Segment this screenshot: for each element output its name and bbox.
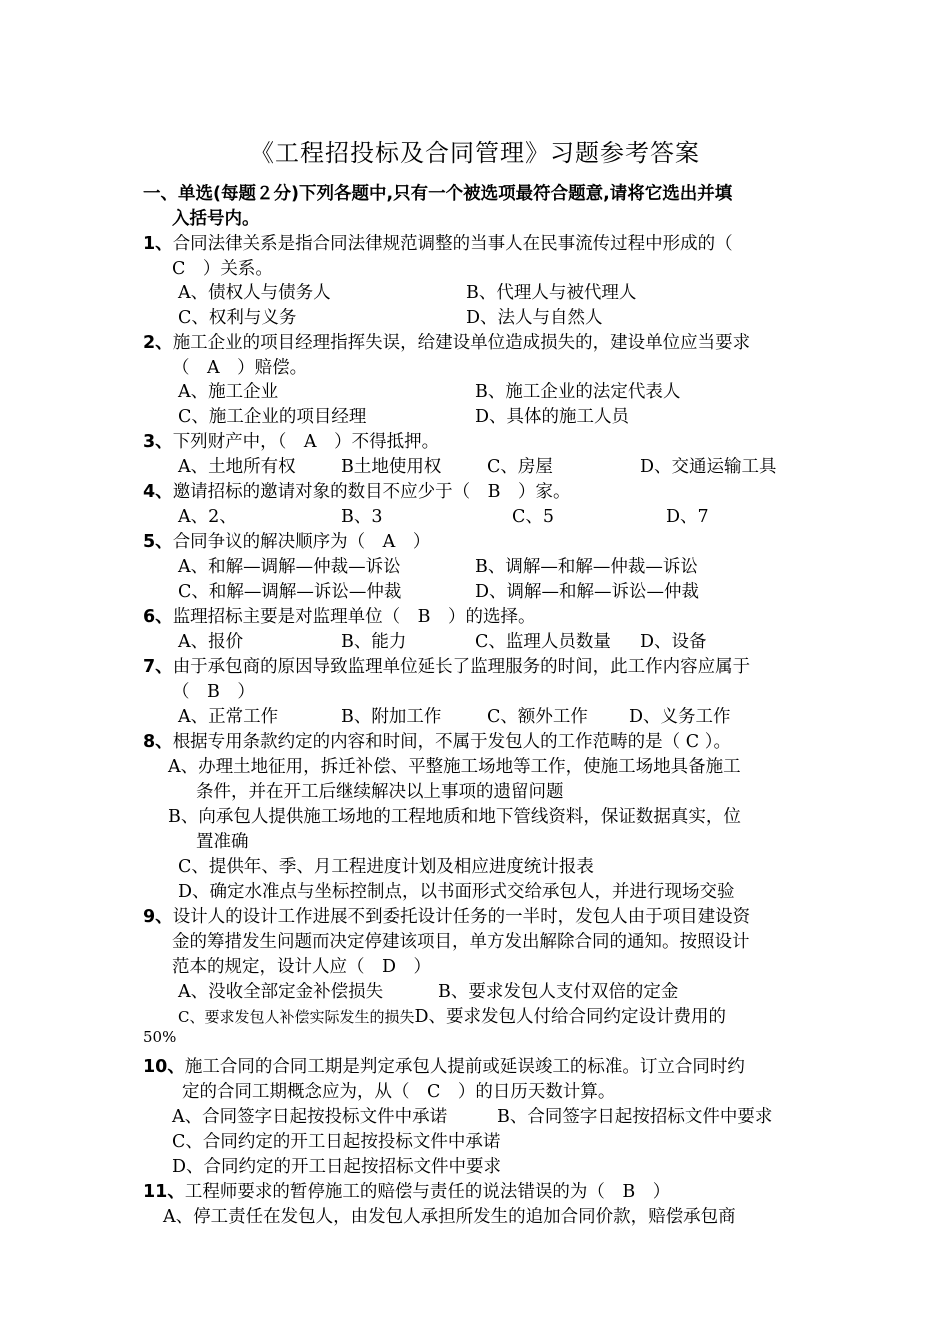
question-number: 8、 xyxy=(143,732,173,752)
section-heading: 一、单选(每题２分)下列各题中,只有一个被选项最符合题意,请将它选出并填 xyxy=(143,184,733,204)
page-title: 《工程招投标及合同管理》习题参考答案 xyxy=(250,139,700,167)
option-b: B、合同签字日起按招标文件中要求 xyxy=(497,1107,773,1127)
option-a: A、和解—调解—仲裁—诉讼 xyxy=(178,557,401,577)
option-a-cont: 条件，并在开工后继续解决以上事项的遗留问题 xyxy=(196,782,564,802)
option-d: D、交通运输工具 xyxy=(640,457,777,477)
question-stem: 合同争议的解决顺序为（ A ） xyxy=(172,532,431,552)
option-c: C、合同约定的开工日起按投标文件中承诺 xyxy=(172,1132,501,1152)
option-b: B、施工企业的法定代表人 xyxy=(475,382,681,402)
option-d-cont: 50% xyxy=(143,1028,177,1046)
question-1 xyxy=(143,230,733,255)
option-c: C、房屋 xyxy=(487,457,553,477)
question-3 xyxy=(143,428,439,453)
question-number: 5、 xyxy=(143,532,173,552)
question-11 xyxy=(143,1178,670,1203)
question-stem: 由于承包商的原因导致监理单位延长了监理服务的时间，此工作内容应属于 xyxy=(172,657,751,677)
question-stem-cont: C ）关系。 xyxy=(172,259,273,279)
question-number: 10、 xyxy=(143,1057,185,1077)
option-d: D、义务工作 xyxy=(629,707,731,727)
option-b: B、代理人与被代理人 xyxy=(466,283,637,303)
option-a: A、办理土地征用，拆迁补偿、平整施工场地等工作，使施工场地具备施工 xyxy=(168,757,741,777)
option-a: A、没收全部定金补偿损失 xyxy=(178,982,384,1002)
question-stem-cont: 金的筹措发生问题而决定停建该项目，单方发出解除合同的通知。按照设计 xyxy=(172,932,750,952)
option-a: A、停工责任在发包人，由发包人承担所发生的追加合同价款，赔偿承包商 xyxy=(163,1207,736,1227)
option-c: C、和解—调解—诉讼—仲裁 xyxy=(178,582,402,602)
question-5 xyxy=(143,528,430,553)
option-d: D、设备 xyxy=(640,632,707,652)
option-d: D、法人与自然人 xyxy=(466,308,603,328)
question-number: 11、 xyxy=(143,1182,185,1202)
question-2 xyxy=(143,329,750,354)
option-c: C、额外工作 xyxy=(487,707,588,727)
option-d: D、合同约定的开工日起按招标文件中要求 xyxy=(172,1157,502,1177)
option-d: D、7 xyxy=(666,507,709,527)
question-number: 4、 xyxy=(143,482,173,502)
question-number: 1、 xyxy=(143,234,173,254)
option-c: C、提供年、季、月工程进度计划及相应进度统计报表 xyxy=(178,857,594,877)
question-stem-cont: 范本的规定，设计人应（ D ） xyxy=(172,957,432,977)
option-c: C、权利与义务 xyxy=(178,308,297,328)
option-c: C、5 xyxy=(512,507,555,527)
question-9 xyxy=(143,903,750,928)
option-d: D、要求发包人付给合同约定设计费用的 xyxy=(414,1007,727,1027)
option-a: A、土地所有权 xyxy=(178,457,296,477)
option-a: A、2、 xyxy=(178,507,237,527)
question-number: 2、 xyxy=(143,333,173,353)
question-stem-cont: 定的合同工期概念应为，从（ C ）的日历天数计算。 xyxy=(182,1082,616,1102)
option-c: C、施工企业的项目经理 xyxy=(178,407,367,427)
option-c-d-line xyxy=(178,1003,726,1028)
question-stem: 根据专用条款约定的内容和时间，不属于发包人的工作范畴的是（ C ）。 xyxy=(172,732,731,752)
question-stem: 邀请招标的邀请对象的数目不应少于（ B ）家。 xyxy=(172,482,571,502)
question-number: 7、 xyxy=(143,657,173,677)
question-number: 9、 xyxy=(143,907,173,927)
option-c: C、要求发包人补偿实际发生的损失 xyxy=(178,1008,415,1026)
option-b: B、向承包人提供施工场地的工程地质和地下管线资料，保证数据真实，位 xyxy=(168,807,741,827)
option-c: C、监理人员数量 xyxy=(475,632,611,652)
option-b: B、要求发包人支付双倍的定金 xyxy=(438,982,679,1002)
option-b: B、能力 xyxy=(341,632,407,652)
question-stem: 施工企业的项目经理指挥失误，给建设单位造成损失的，建设单位应当要求 xyxy=(172,333,751,353)
question-6 xyxy=(143,603,536,628)
option-a: A、报价 xyxy=(178,632,244,652)
option-a: A、合同签字日起按投标文件中承诺 xyxy=(172,1107,448,1127)
question-7 xyxy=(143,653,750,678)
question-stem: 监理招标主要是对监理单位（ B ）的选择。 xyxy=(172,607,536,627)
question-stem: 设计人的设计工作进展不到委托设计任务的一半时，发包人由于项目建设资 xyxy=(172,907,751,927)
question-stem: 下列财产中，（ A ）不得抵押。 xyxy=(172,432,440,452)
option-b: B土地使用权 xyxy=(341,457,442,477)
section-heading-cont: 入括号内。 xyxy=(172,209,260,229)
option-d: D、具体的施工人员 xyxy=(475,407,630,427)
question-number: 6、 xyxy=(143,607,173,627)
option-b: B、附加工作 xyxy=(341,707,442,727)
option-b: B、调解—和解—仲裁—诉讼 xyxy=(475,557,698,577)
option-d: D、确定水准点与坐标控制点，以书面形式交给承包人，并进行现场交验 xyxy=(178,882,735,902)
question-4 xyxy=(143,478,571,503)
option-a: A、债权人与债务人 xyxy=(178,283,331,303)
question-10 xyxy=(143,1053,745,1078)
option-b-cont: 置准确 xyxy=(196,832,249,852)
question-stem: 工程师要求的暂停施工的赔偿与责任的说法错误的为（ B ） xyxy=(184,1182,671,1202)
question-number: 3、 xyxy=(143,432,173,452)
question-stem: 施工合同的合同工期是判定承包人提前或延误竣工的标准。订立合同时约 xyxy=(184,1057,745,1077)
option-a: A、施工企业 xyxy=(178,382,279,402)
option-d: D、调解—和解—诉讼—仲裁 xyxy=(475,582,700,602)
question-stem-cont: （ A ）赔偿。 xyxy=(172,358,308,378)
question-8 xyxy=(143,728,731,753)
option-b: B、3 xyxy=(341,507,383,527)
question-stem: 合同法律关系是指合同法律规范调整的当事人在民事流传过程中形成的（ xyxy=(172,234,733,254)
option-a: A、正常工作 xyxy=(178,707,279,727)
question-stem-cont: （ B ） xyxy=(172,682,255,702)
